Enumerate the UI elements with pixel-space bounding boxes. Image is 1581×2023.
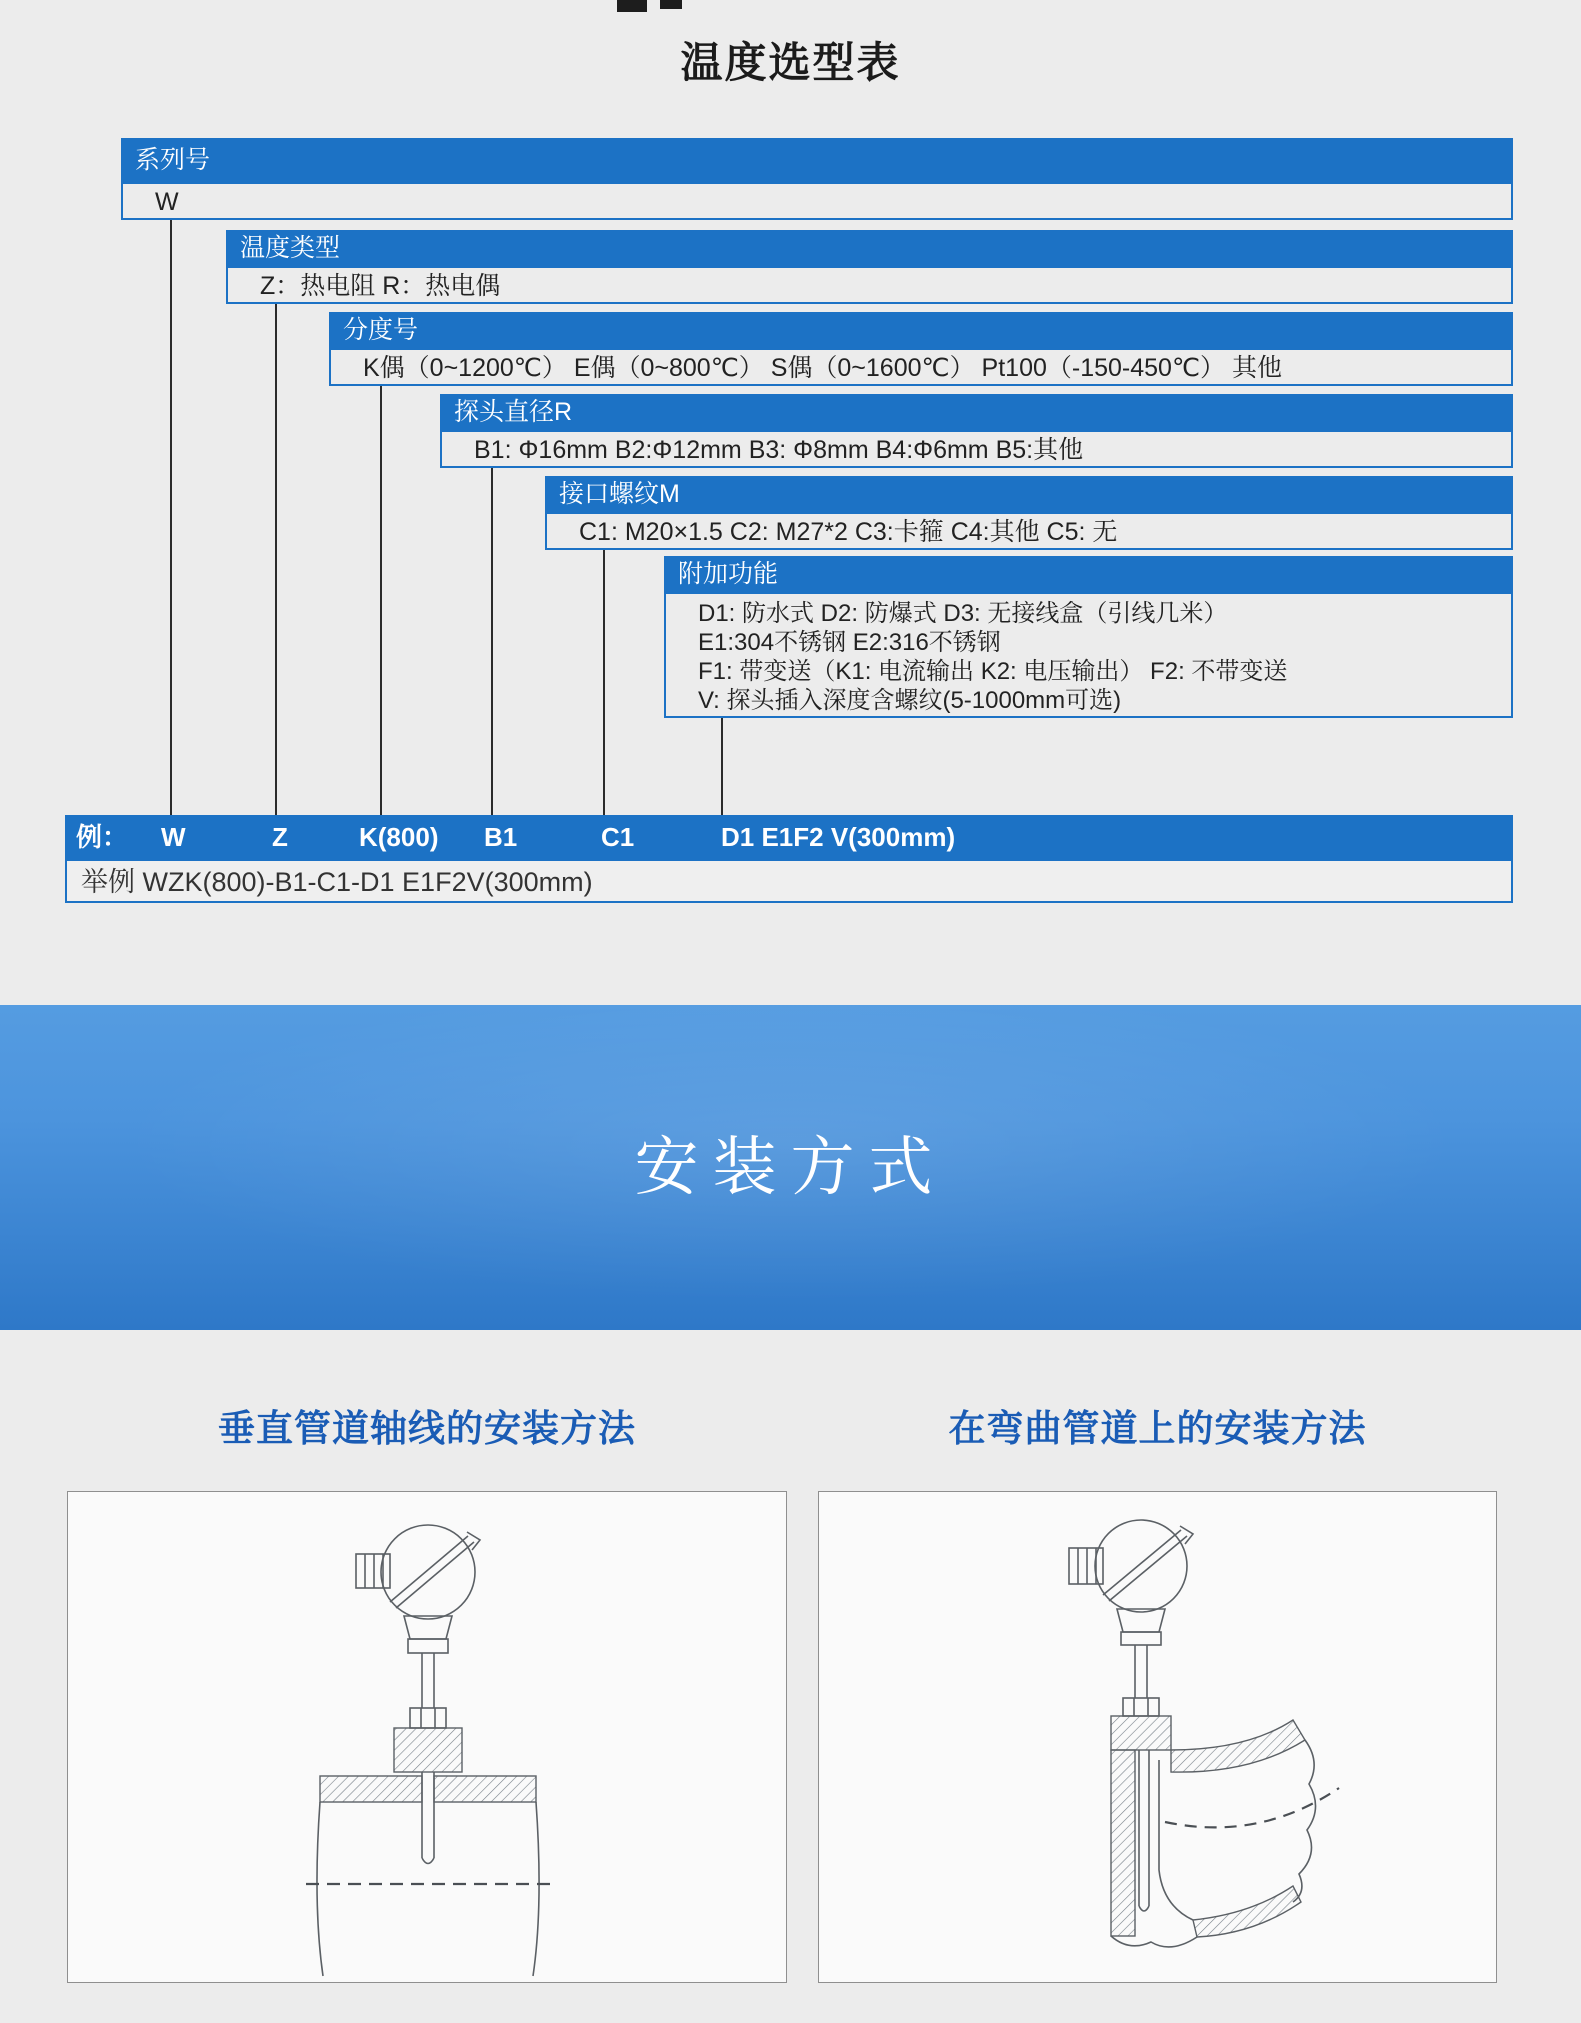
table-header-probe-diameter: 探头直径R	[440, 394, 1513, 430]
example-code-type: Z	[272, 822, 288, 852]
extra-function-line: E1:304不锈钢 E2:316不锈钢	[698, 629, 1001, 656]
connector-line-probe-diameter	[491, 468, 493, 815]
vertical-pipe-install-diagram	[67, 1491, 787, 1983]
table-value-probe-diameter: B1: Φ16mm B2:Φ12mm B3: Φ8mm B4:Φ6mm B5:其他	[440, 430, 1513, 468]
cropped-previous-section-artifact	[617, 0, 647, 12]
table-header-graduation: 分度号	[329, 312, 1513, 348]
thermocouple-vertical-drawing	[68, 1492, 786, 1982]
table-header-extra-functions: 附加功能	[664, 556, 1513, 592]
curved-pipe-install-diagram	[818, 1491, 1497, 1983]
connector-line-thread	[603, 550, 605, 815]
example-code-thread: C1	[601, 822, 635, 852]
example-code-series: W	[161, 822, 186, 852]
example-code-extra: D1 E1F2 V(300mm)	[721, 822, 956, 852]
connector-line-temp-type	[275, 304, 277, 815]
extra-function-line: V: 探头插入深度含螺纹(5-1000mm可选)	[698, 687, 1122, 714]
example-code-grad: K(800)	[359, 822, 439, 852]
example-full-model: 举例 WZK(800)-B1-C1-D1 E1F2V(300mm)	[65, 859, 1513, 903]
curved-install-heading: 在弯曲管道上的安装方法	[948, 1408, 1367, 1449]
vertical-install-heading: 垂直管道轴线的安装方法	[218, 1408, 636, 1449]
example-code-row	[65, 815, 1513, 859]
extra-function-line: D1: 防水式 D2: 防爆式 D3: 无接线盒（引线几米）	[698, 600, 1228, 627]
table-value-extra-functions	[664, 592, 1513, 718]
table-header-temp-type: 温度类型	[226, 230, 1513, 266]
table-value-thread: C1: M20×1.5 C2: M27*2 C3:卡箍 C4:其他 C5: 无	[545, 512, 1513, 550]
example-label: 例：	[76, 822, 129, 852]
connector-line-extra-functions	[721, 718, 723, 815]
table-value-temp-type: Z：热电阻 R：热电偶	[226, 266, 1513, 304]
cropped-previous-section-artifact	[660, 0, 682, 9]
connector-line-series	[170, 220, 172, 815]
example-code-probe: B1	[484, 822, 518, 852]
table-header-thread: 接口螺纹M	[545, 476, 1513, 512]
table-value-series: W	[121, 182, 1513, 220]
extra-function-line: F1: 带变送（K1: 电流输出 K2: 电压输出） F2: 不带变送	[698, 658, 1288, 685]
thermocouple-elbow-drawing	[819, 1492, 1496, 1982]
table-header-series: 系列号	[121, 138, 1513, 182]
installation-banner-title: 安装方式	[634, 1131, 947, 1203]
page-title: 温度选型表	[680, 39, 901, 86]
table-value-graduation: K偶（0~1200℃） E偶（0~800℃） S偶（0~1600℃） Pt100（-150-450℃） 其他	[329, 348, 1513, 386]
installation-banner	[0, 1005, 1581, 1330]
connector-line-graduation	[380, 386, 382, 815]
